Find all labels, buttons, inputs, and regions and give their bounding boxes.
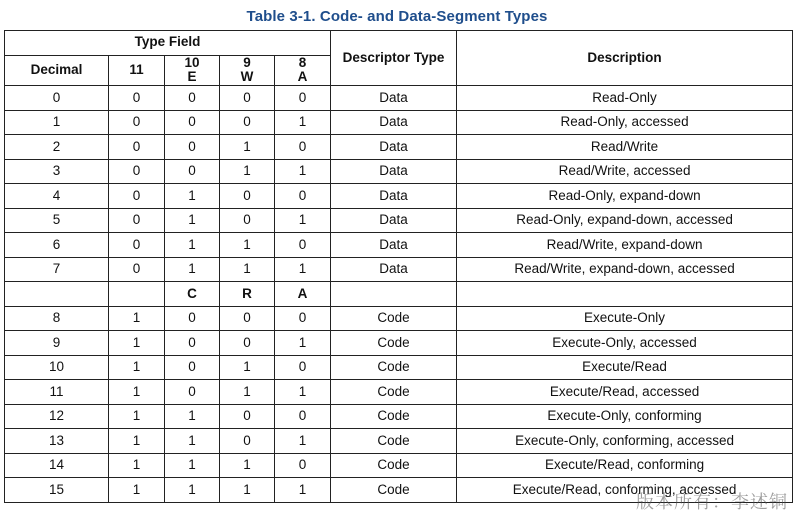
- bit10-cell: 0: [165, 331, 220, 356]
- bit11-cell: 0: [109, 110, 165, 135]
- descriptor-type-cell: Data: [331, 184, 457, 209]
- descriptor-type-cell: Code: [331, 404, 457, 429]
- bit9-cell: 0: [220, 184, 275, 209]
- descriptor-type-cell: Data: [331, 135, 457, 160]
- descriptor-type-cell: Data: [331, 159, 457, 184]
- bit8-cell: 0: [275, 306, 331, 331]
- decimal-cell: 11: [5, 380, 109, 405]
- bit10-letter: E: [187, 69, 197, 85]
- decimal-cell: 7: [5, 257, 109, 282]
- bit8-cell: 1: [275, 110, 331, 135]
- table-row: [5, 453, 793, 478]
- decimal-cell: 14: [5, 453, 109, 478]
- decimal-cell: 9: [5, 331, 109, 356]
- table-row: [5, 159, 793, 184]
- bit11-cell: 1: [109, 355, 165, 380]
- description-cell: Read/Write, accessed: [457, 159, 793, 184]
- table-row: [5, 208, 793, 233]
- bit9-letter: W: [240, 69, 254, 85]
- decimal-cell: 13: [5, 429, 109, 454]
- bit10-cell: 1: [165, 429, 220, 454]
- bit9-cell: 1: [220, 453, 275, 478]
- descriptor-type-cell: Data: [331, 110, 457, 135]
- description-cell: Execute/Read, conforming, accessed: [457, 478, 793, 503]
- bit9-cell: 0: [220, 404, 275, 429]
- bit11-cell: 0: [109, 135, 165, 160]
- bit11-cell: 0: [109, 86, 165, 111]
- bit11-cell: 0: [109, 208, 165, 233]
- decimal-cell: 10: [5, 355, 109, 380]
- bit8-cell: 0: [275, 453, 331, 478]
- table-row: [5, 306, 793, 331]
- description-cell: Execute/Read, conforming: [457, 453, 793, 478]
- decimal-cell: 12: [5, 404, 109, 429]
- decimal-cell: 8: [5, 306, 109, 331]
- bit8-cell: 1: [275, 208, 331, 233]
- empty-cell: [109, 282, 165, 307]
- bit11-cell: 0: [109, 159, 165, 184]
- bit9-cell: 1: [220, 135, 275, 160]
- bit9-cell: 1: [220, 380, 275, 405]
- description-cell: Execute-Only, conforming: [457, 404, 793, 429]
- decimal-cell: 1: [5, 110, 109, 135]
- bit8-cell: 0: [275, 184, 331, 209]
- code-subheader-row: [5, 282, 793, 307]
- bit10-cell: 0: [165, 380, 220, 405]
- bit8-cell: 0: [275, 233, 331, 258]
- bit8-code-letter: A: [275, 282, 331, 307]
- description-cell: Read-Only: [457, 86, 793, 111]
- bit10-cell: 1: [165, 233, 220, 258]
- bit10-cell: 0: [165, 306, 220, 331]
- bit8-cell: 0: [275, 135, 331, 160]
- descriptor-type-cell: Code: [331, 478, 457, 503]
- bit10-cell: 0: [165, 86, 220, 111]
- bit10-cell: 1: [165, 184, 220, 209]
- description-cell: Execute-Only: [457, 306, 793, 331]
- bit10-code-letter: C: [165, 282, 220, 307]
- bit9-cell: 0: [220, 306, 275, 331]
- bit8-cell: 1: [275, 380, 331, 405]
- bit10-cell: 1: [165, 404, 220, 429]
- table-row: [5, 233, 793, 258]
- descriptor-type-cell: Data: [331, 86, 457, 111]
- table-row: [5, 184, 793, 209]
- bit10-cell: 1: [165, 208, 220, 233]
- bit9-cell: 0: [220, 208, 275, 233]
- bit10-cell: 0: [165, 159, 220, 184]
- bit11-header: [109, 55, 165, 86]
- bit8-cell: 0: [275, 404, 331, 429]
- description-cell: Execute/Read, accessed: [457, 380, 793, 405]
- descriptor-type-cell: Code: [331, 355, 457, 380]
- type-field-header: Type Field: [5, 31, 331, 56]
- bit9-cell: 1: [220, 159, 275, 184]
- bit11-cell: 1: [109, 380, 165, 405]
- table-row: [5, 404, 793, 429]
- descriptor-type-cell: Data: [331, 257, 457, 282]
- table-row: [5, 331, 793, 356]
- table-row: [5, 355, 793, 380]
- bit11-cell: 1: [109, 331, 165, 356]
- header-row-top: [5, 31, 793, 56]
- bit11-cell: 1: [109, 306, 165, 331]
- bit11-cell: 0: [109, 257, 165, 282]
- decimal-cell: 15: [5, 478, 109, 503]
- bit11-cell: 1: [109, 478, 165, 503]
- table-row: [5, 135, 793, 160]
- description-cell: Read-Only, expand-down, accessed: [457, 208, 793, 233]
- description-header: Description: [457, 31, 793, 86]
- bit10-cell: 1: [165, 257, 220, 282]
- empty-cell: [457, 282, 793, 307]
- bit8-letter: A: [297, 69, 308, 85]
- bit9-cell: 1: [220, 355, 275, 380]
- bit11-cell: 0: [109, 233, 165, 258]
- decimal-cell: 0: [5, 86, 109, 111]
- bit8-cell: 0: [275, 355, 331, 380]
- table-row: [5, 429, 793, 454]
- bit11-cell: 1: [109, 404, 165, 429]
- bit10-cell: 1: [165, 478, 220, 503]
- description-cell: Execute-Only, accessed: [457, 331, 793, 356]
- decimal-cell: 3: [5, 159, 109, 184]
- descriptor-type-cell: Code: [331, 380, 457, 405]
- bit8-cell: 1: [275, 159, 331, 184]
- bit10-cell: 0: [165, 110, 220, 135]
- bit11-number: 11: [129, 61, 144, 77]
- description-cell: Read-Only, accessed: [457, 110, 793, 135]
- table-caption: Table 3-1. Code- and Data-Segment Types: [246, 8, 548, 25]
- bit10-cell: 1: [165, 453, 220, 478]
- empty-cell: [331, 282, 457, 307]
- bit8-number: 8: [298, 54, 307, 70]
- descriptor-type-cell: Code: [331, 306, 457, 331]
- bit9-header: [220, 55, 275, 86]
- bit9-code-letter: R: [220, 282, 275, 307]
- bit11-cell: 0: [109, 184, 165, 209]
- bit9-cell: 0: [220, 331, 275, 356]
- watermark: 版本所有：李述铜: [636, 492, 788, 513]
- table-row: [5, 86, 793, 111]
- bit8-cell: 1: [275, 331, 331, 356]
- description-cell: Execute-Only, conforming, accessed: [457, 429, 793, 454]
- table-row: [5, 257, 793, 282]
- table-row: [5, 380, 793, 405]
- bit8-cell: 0: [275, 86, 331, 111]
- descriptor-type-cell: Code: [331, 429, 457, 454]
- decimal-cell: 4: [5, 184, 109, 209]
- segment-types-table: [4, 30, 793, 503]
- description-cell: Execute/Read: [457, 355, 793, 380]
- bit10-header: [165, 55, 220, 86]
- descriptor-type-cell: Code: [331, 331, 457, 356]
- description-cell: Read/Write: [457, 135, 793, 160]
- bit9-cell: 1: [220, 257, 275, 282]
- bit9-cell: 1: [220, 478, 275, 503]
- bit8-cell: 1: [275, 257, 331, 282]
- bit9-cell: 0: [220, 86, 275, 111]
- decimal-cell: 2: [5, 135, 109, 160]
- descriptor-type-cell: Code: [331, 453, 457, 478]
- description-cell: Read-Only, expand-down: [457, 184, 793, 209]
- bit8-cell: 1: [275, 478, 331, 503]
- empty-cell: [5, 282, 109, 307]
- descriptor-type-header: Descriptor Type: [331, 31, 457, 86]
- descriptor-type-cell: Data: [331, 233, 457, 258]
- description-cell: Read/Write, expand-down, accessed: [457, 257, 793, 282]
- decimal-cell: 5: [5, 208, 109, 233]
- bit8-cell: 1: [275, 429, 331, 454]
- table-body: [5, 86, 793, 503]
- decimal-header: Decimal: [5, 55, 109, 86]
- descriptor-type-cell: Data: [331, 208, 457, 233]
- bit9-cell: 1: [220, 233, 275, 258]
- decimal-cell: 6: [5, 233, 109, 258]
- bit11-cell: 1: [109, 453, 165, 478]
- bit9-cell: 0: [220, 110, 275, 135]
- bit10-cell: 0: [165, 355, 220, 380]
- bit10-number: 10: [184, 54, 200, 70]
- bit10-cell: 0: [165, 135, 220, 160]
- table-row: [5, 110, 793, 135]
- bit9-cell: 0: [220, 429, 275, 454]
- bit8-header: [275, 55, 331, 86]
- bit9-number: 9: [243, 54, 251, 70]
- bit11-cell: 1: [109, 429, 165, 454]
- description-cell: Read/Write, expand-down: [457, 233, 793, 258]
